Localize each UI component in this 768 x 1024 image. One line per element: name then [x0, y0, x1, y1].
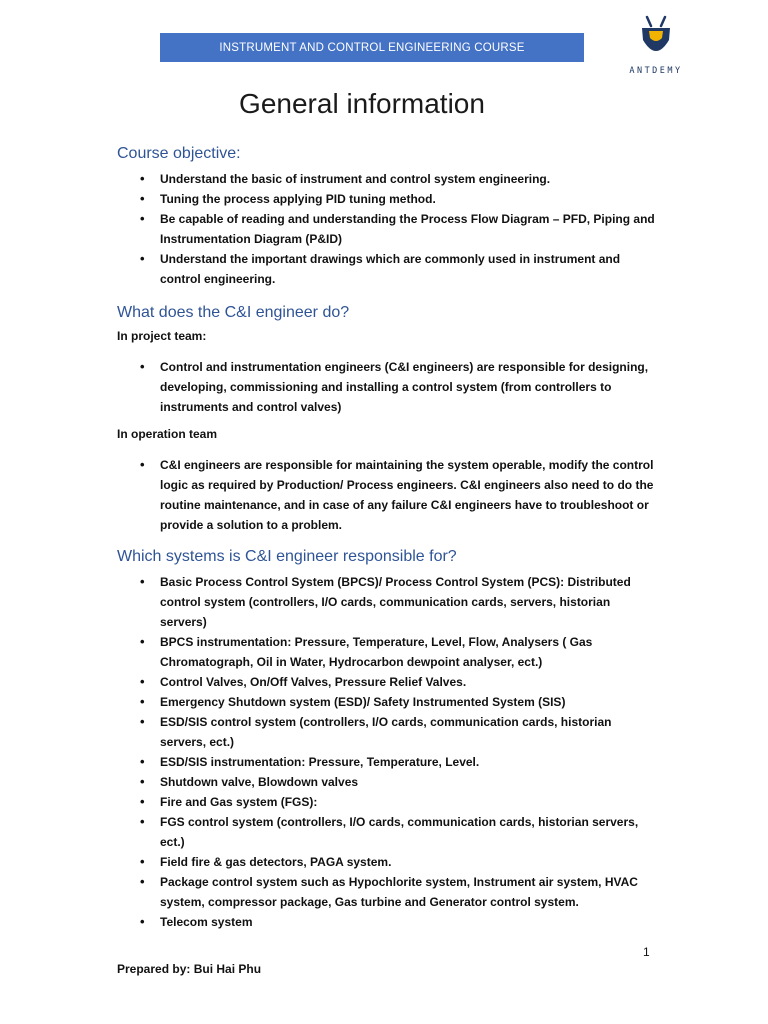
list-item: • Understand the important drawings which are commonly used in instrument and control engineering.: [117, 249, 657, 289]
list-item: • C&I engineers are responsible for maintaining the system operable, modify the control logic as required by Production/ Process engineers. C&I engineers also need to do the routine maintenance, and in case of any failure C&I engineers have to troubleshoot or provide a solution to a problem.: [117, 455, 657, 535]
list-item: • Be capable of reading and understanding the Process Flow Diagram – PFD, Piping and Instrumentation Diagram (P&ID): [117, 209, 657, 249]
list-item: • FGS control system (controllers, I/O cards, communication cards, historian servers, ect.): [117, 812, 657, 852]
footer-author: Prepared by: Bui Hai Phu: [117, 962, 262, 976]
engineer-role-heading: What does the C&I engineer do?: [117, 304, 350, 321]
list-item: • Basic Process Control System (BPCS)/ Process Control System (PCS): Distributed control system (controllers, I/O cards, communication cards, servers, historian servers): [117, 572, 657, 632]
systems-list: [117, 572, 657, 932]
list-item: • BPCS instrumentation: Pressure, Temperature, Level, Flow, Analysers ( Gas Chromatograph, Oil in Water, Hydrocarbon dewpoint analyser, ect.): [117, 632, 657, 672]
course-banner-text: INSTRUMENT AND CONTROL ENGINEERING COURSE: [219, 41, 525, 54]
list-item: • ESD/SIS control system (controllers, I/O cards, communication cards, historian servers, ect.): [117, 712, 657, 752]
list-item: • Understand the basic of instrument and control system engineering.: [117, 169, 657, 189]
list-item: • Shutdown valve, Blowdown valves: [117, 772, 657, 792]
operation-team-list: [117, 455, 657, 535]
list-item: • Emergency Shutdown system (ESD)/ Safety Instrumented System (SIS): [117, 692, 657, 712]
list-item: • Control and instrumentation engineers (C&I engineers) are responsible for designing, developing, commissioning and installing a control system (from controllers to instruments and control valves): [117, 357, 657, 417]
course-banner: [160, 33, 584, 62]
list-item: • Control Valves, On/Off Valves, Pressure Relief Valves.: [117, 672, 657, 692]
page-number: 1: [643, 945, 650, 959]
project-team-list: [117, 357, 657, 417]
list-item: • Package control system such as Hypochlorite system, Instrument air system, HVAC system, compressor package, Gas turbine and Generator control system.: [117, 872, 657, 912]
course-objective-list: [117, 169, 657, 289]
list-item: • Fire and Gas system (FGS):: [117, 792, 657, 812]
list-item: • ESD/SIS instrumentation: Pressure, Temperature, Level.: [117, 752, 657, 772]
systems-heading: Which systems is C&I engineer responsible for?: [117, 548, 457, 565]
list-item: • Tuning the process applying PID tuning method.: [117, 189, 657, 209]
ant-logo-icon: [636, 14, 676, 64]
project-team-label: In project team:: [117, 329, 207, 343]
logo-wordmark: ANTDEMY: [629, 66, 683, 76]
operation-team-label: In operation team: [117, 427, 218, 441]
course-objective-heading: Course objective:: [117, 145, 241, 162]
list-item: • Telecom system: [117, 912, 657, 932]
page-title: General information: [239, 88, 485, 119]
list-item: • Field fire & gas detectors, PAGA system.: [117, 852, 657, 872]
antdemy-logo: [626, 14, 686, 84]
